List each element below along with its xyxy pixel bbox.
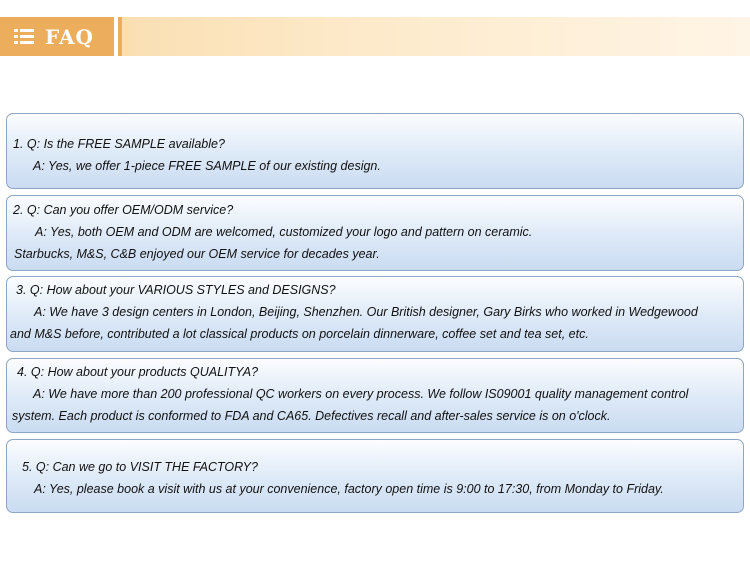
faq-title: FAQ <box>45 25 94 49</box>
faq-question: 5. Q: Can we go to VISIT THE FACTORY? <box>22 460 258 474</box>
list-icon <box>14 29 34 45</box>
faq-item <box>6 113 744 189</box>
faq-item <box>6 358 744 433</box>
faq-question: 4. Q: How about your products QUALITYA? <box>17 365 259 379</box>
faq-item <box>6 195 744 271</box>
faq-answer: A: We have 3 design centers in London, Beijing, Shenzhen. Our British designer, Gary Birks who worked in Wedgewood <box>34 305 698 319</box>
faq-question: 1. Q: Is the FREE SAMPLE available? <box>13 137 225 151</box>
faq-question: 3. Q: How about your VARIOUS STYLES and DESIGNS? <box>16 283 336 297</box>
faq-question: 2. Q: Can you offer OEM/ODM service? <box>13 203 234 217</box>
faq-answer: system. Each product is conformed to FDA and CA65. Defectives recall and after-sales service is on o'clock. <box>12 409 611 423</box>
faq-item <box>6 439 744 513</box>
faq-answer: and M&S before, contributed a lot classical products on porcelain dinnerware, coffee set and tea set, etc. <box>10 327 589 341</box>
faq-answer: A: Yes, please book a visit with us at your convenience, factory open time is 9:00 to 17:30, from Monday to Friday. <box>34 482 664 496</box>
faq-answer: A: Yes, both OEM and ODM are welcomed, customized your logo and pattern on ceramic. <box>35 225 533 239</box>
faq-answer: Starbucks, M&S, C&B enjoyed our OEM service for decades year. <box>14 247 380 261</box>
faq-answer: A: Yes, we offer 1-piece FREE SAMPLE of our existing design. <box>33 159 381 173</box>
header-accent-stripe <box>118 17 122 56</box>
faq-answer: A: We have more than 200 professional QC workers on every process. We follow IS09001 quality management control <box>33 387 689 401</box>
faq-item <box>6 276 744 352</box>
